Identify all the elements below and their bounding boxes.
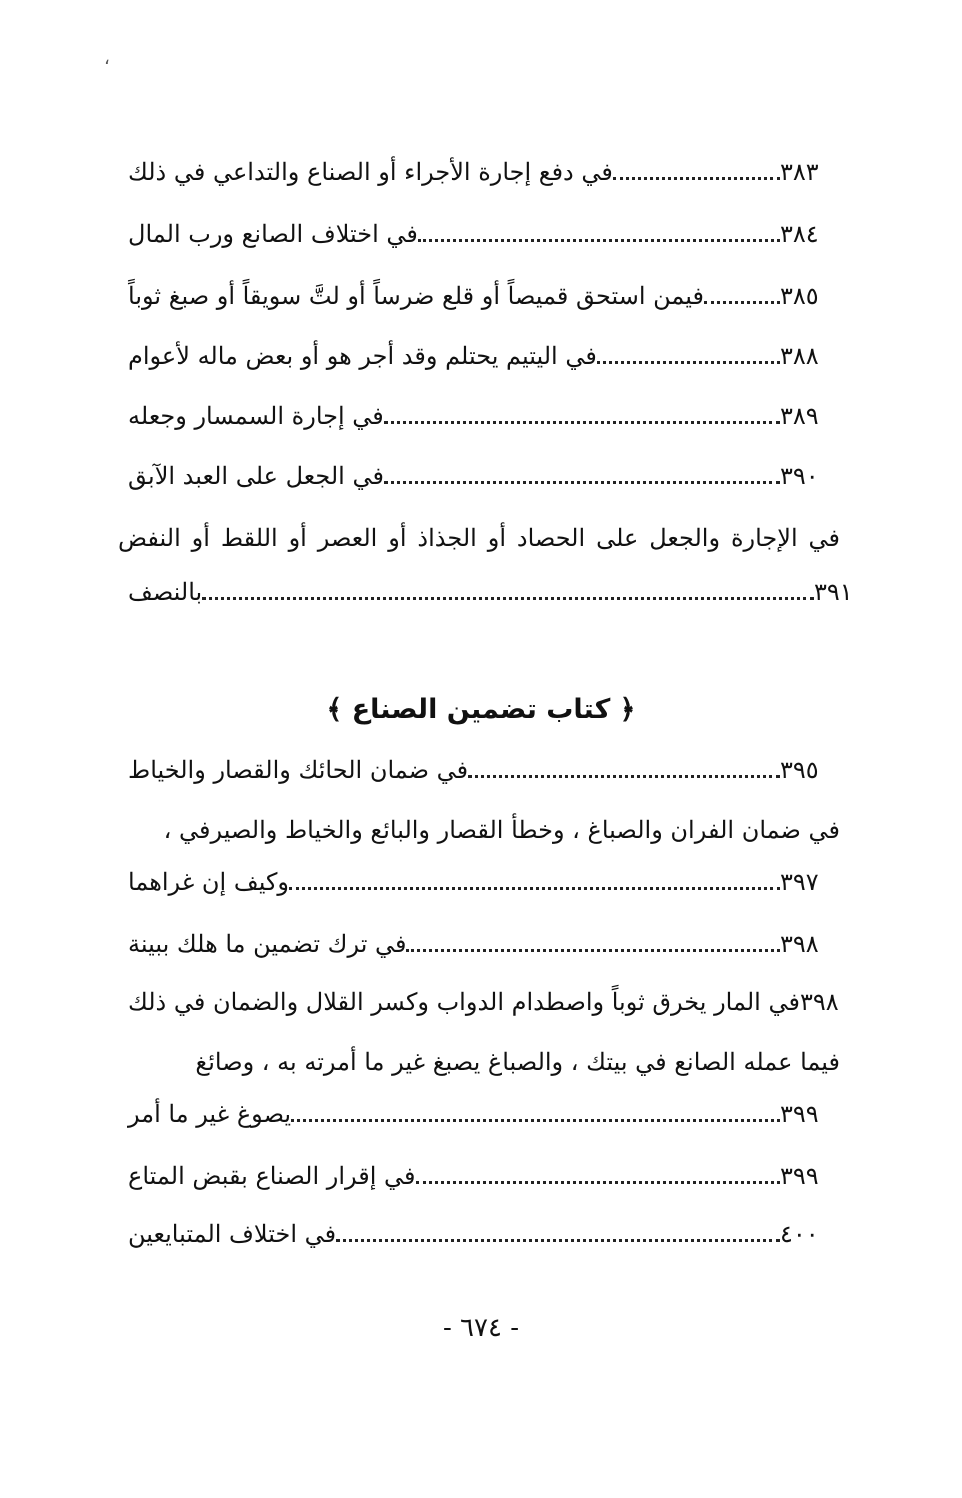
page-number: - ٦٧٤ - xyxy=(442,1313,520,1343)
toc-entry xyxy=(118,1208,840,1260)
toc-entry-line1: في الإجارة والجعل على الحصاد أو الجذاذ أو العصر أو اللقط أو النفض xyxy=(118,524,840,552)
toc-entry-title: يصوغ غير ما أمر xyxy=(128,1100,292,1128)
toc-entry-page: ٣٨٥ xyxy=(780,282,819,310)
toc-entry-page: ٣٩١ xyxy=(814,578,853,606)
toc-entry-page: ٣٩٩ xyxy=(780,1162,819,1190)
toc-entry-page: ٤٠٠ xyxy=(780,1220,819,1248)
toc-entry xyxy=(118,330,840,382)
leader-dots xyxy=(416,1150,781,1202)
leader-dots xyxy=(336,1208,780,1260)
toc-entry-title: في دفع إجارة الأجراء أو الصناع والتداعي في ذلك xyxy=(128,158,613,186)
corner-mark: ، xyxy=(104,48,110,69)
leader-dots xyxy=(704,270,780,322)
toc-entry xyxy=(118,208,840,260)
leader-dots xyxy=(597,330,780,382)
toc-entry-page: ٣٩٥ xyxy=(780,756,819,784)
toc-entry xyxy=(118,918,840,970)
toc-entry-title: في المار يخرق ثوباً واصطدام الدواب وكسر القلال والضمان في ذلك xyxy=(128,988,800,1016)
toc-entry-title: في ترك تضمين ما هلك ببينة xyxy=(128,930,407,958)
leader-dots xyxy=(418,208,780,260)
leader-dots xyxy=(613,146,780,198)
toc-entry-title: في إجارة السمسار وجعله xyxy=(128,402,384,430)
toc-entry-page: ٣٨٣ xyxy=(780,158,819,186)
toc-entry xyxy=(118,976,840,1028)
toc-entry xyxy=(118,270,840,322)
toc-entry-title: في اليتيم يحتلم وقد أجر هو أو بعض ماله لأعوام xyxy=(128,342,597,370)
toc-entry-title: في إقرار الصناع بقبض المتاع xyxy=(128,1162,416,1190)
leader-dots xyxy=(384,450,780,502)
leader-dots xyxy=(384,390,780,442)
toc-entry xyxy=(118,856,840,908)
toc-entry xyxy=(118,450,840,502)
toc-entry-page: ٣٩٧ xyxy=(780,868,819,896)
toc-entry-title: بالنصف xyxy=(128,578,203,606)
toc-entry-title: في اختلاف الصانع ورب المال xyxy=(128,220,418,248)
toc-entry xyxy=(118,390,840,442)
toc-entry-page: ٣٨٩ xyxy=(780,402,819,430)
leader-dots xyxy=(406,918,780,970)
toc-entry xyxy=(118,1088,840,1140)
leader-dots xyxy=(202,566,814,618)
toc-entry xyxy=(118,566,874,618)
toc-entry-page: ٣٩٩ xyxy=(780,1100,819,1128)
toc-entry-page: ٣٩٨ xyxy=(799,988,839,1016)
leader-dots xyxy=(468,744,780,796)
toc-entry-line1: في ضمان الفران والصباغ ، وخطأ القصار والبائع والخياط والصيرفي ، xyxy=(163,816,840,844)
toc-entry-page: ٣٩٠ xyxy=(780,462,819,490)
toc-entry-page: ٣٨٤ xyxy=(780,220,819,248)
toc-entry-title: وكيف إن غراهما xyxy=(128,868,289,896)
toc-entry-title: فيمن استحق قميصاً أو قلع ضرساً أو لتَّ سويقاً أو صبغ ثوباً xyxy=(128,282,705,310)
toc-entry-title: في اختلاف المتبايعين xyxy=(128,1220,337,1248)
toc-entry-page: ٣٨٨ xyxy=(780,342,819,370)
toc-entry xyxy=(118,1150,840,1202)
toc-entry-page: ٣٩٨ xyxy=(780,930,819,958)
leader-dots xyxy=(291,1088,780,1140)
toc-entry-title: في ضمان الحائك والقصار والخياط xyxy=(128,756,469,784)
toc-entry xyxy=(118,146,840,198)
toc-entry-title: في الجعل على العبد الآبق xyxy=(128,462,384,490)
toc-entry-line1: فيما عمله الصانع في بيتك ، والصباغ يصبغ غير ما أمرته به ، وصائغ xyxy=(195,1048,840,1076)
section-heading: ﴿ كتاب تضمين الصناع ﴾ xyxy=(326,694,636,725)
leader-dots xyxy=(289,856,780,908)
toc-entry xyxy=(118,744,840,796)
